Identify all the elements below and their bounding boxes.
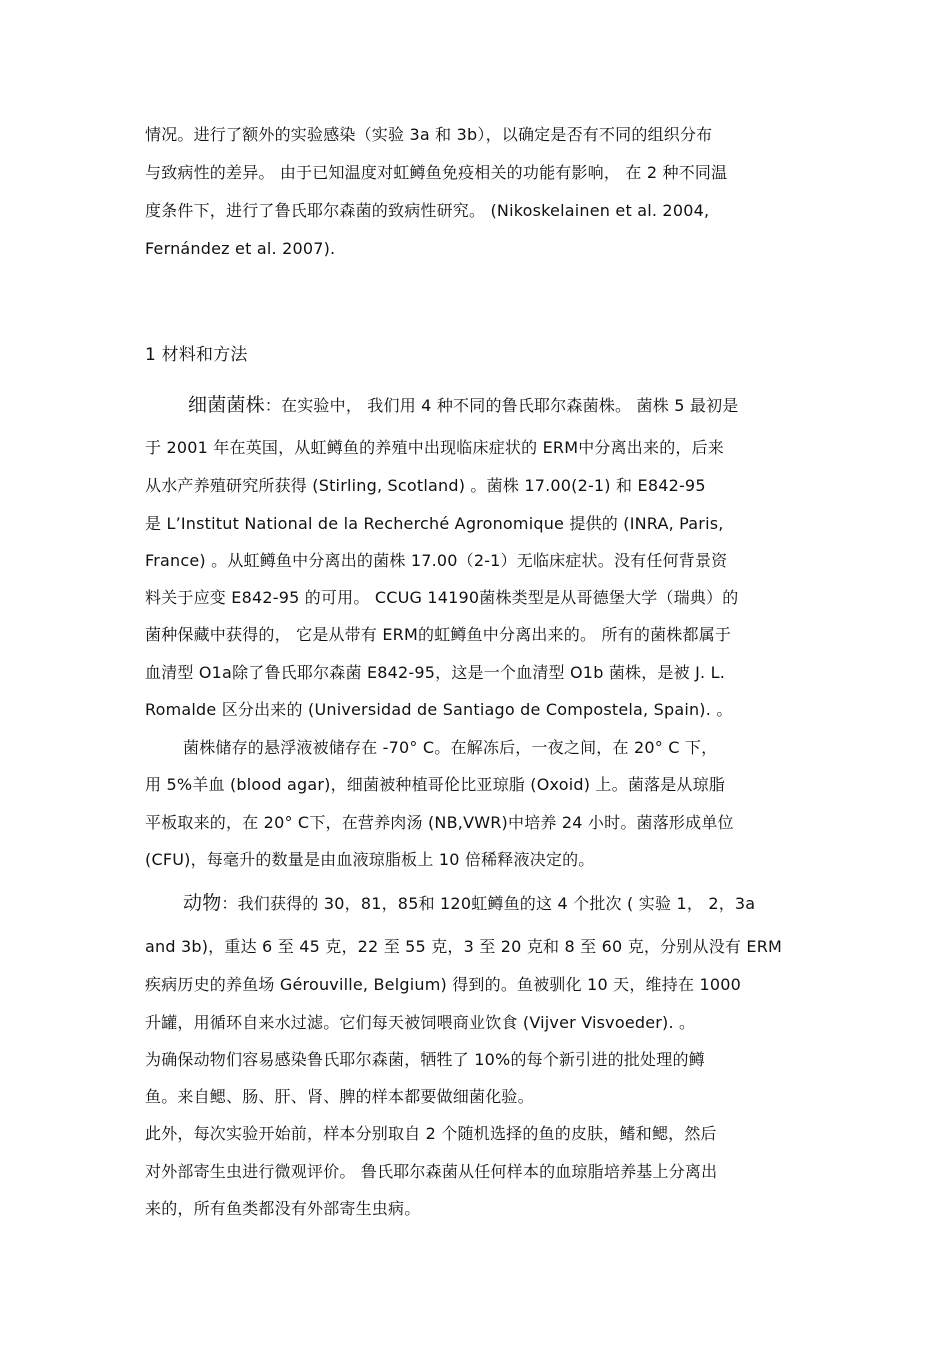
strains-line-8: 血清型 O1a除了鲁氏耶尔森菌 E842-95，这是一个血清型 O1b 菌株，是被 J. L. (145, 663, 726, 682)
strains-line-9: Romalde 区分出来的 (Universidad de Santiago de Compostela, Spain). 。 (145, 700, 733, 719)
storage-line-1: 菌株储存的悬浮液被储存在 -70° C。在解冻后，一夜之间，在 20° C 下， (183, 738, 718, 757)
strains-term: 细菌菌株 (188, 394, 265, 416)
strains-line-1-text: ：在实验中， 我们用 4 种不同的鲁氏耶尔森菌株。 菌株 5 最初是 (264, 396, 739, 415)
animals-line-6: 鱼。来自鳃、肠、肝、肾、脾的样本都要做细菌化验。 (145, 1087, 534, 1106)
intro-line-4: Fernández et al. 2007). (145, 239, 336, 258)
parasites-line-3: 来的，所有鱼类都没有外部寄生虫病。 (145, 1199, 421, 1218)
storage-line-3: 平板取来的，在 20° C下，在营养肉汤 (NB,VWR)中培养 24 小时。菌落形成单位 (145, 813, 734, 832)
storage-line-2: 用 5%羊血 (blood agar)，细菌被种植哥伦比亚琼脂 (Oxoid) 上。菌落是从琼脂 (145, 775, 726, 794)
intro-line-2: 与致病性的差异。 由于已知温度对虹鳟鱼免疫相关的功能有影响， 在 2 种不同温 (145, 163, 728, 182)
strains-line-5: France) 。从虹鳟鱼中分离出的菌株 17.00（2-1）无临床症状。没有任何背景资 (145, 551, 728, 570)
parasites-line-2: 对外部寄生虫进行微观评价。 鲁氏耶尔森菌从任何样本的血琼脂培养基上分离出 (145, 1162, 718, 1181)
section-heading: 1 材料和方法 (145, 345, 248, 365)
strains-line-1 (188, 395, 739, 416)
animals-line-1 (183, 893, 755, 914)
animals-line-1-text: ：我们获得的 30，81，85和 120虹鳟鱼的这 4 个批次 ( 实验 1， 2，3a (221, 894, 756, 913)
animals-line-3: 疾病历史的养鱼场 Gérouville, Belgium) 得到的。鱼被驯化 10 天，维持在 1000 (145, 975, 741, 994)
animals-line-5: 为确保动物们容易感染鲁氏耶尔森菌，牺牲了 10%的每个新引进的批处理的鳟 (145, 1050, 705, 1069)
strains-line-3: 从水产养殖研究所获得 (Stirling, Scotland) 。菌株 17.00(2-1) 和 E842-95 (145, 476, 706, 495)
strains-line-7: 菌种保藏中获得的， 它是从带有 ERM的虹鳟鱼中分离出来的。 所有的菌株都属于 (145, 625, 732, 644)
animals-line-2: and 3b)，重达 6 至 45 克，22 至 55 克，3 至 20 克和 8 至 60 克，分别从没有 ERM (145, 937, 783, 956)
strains-line-2: 于 2001 年在英国，从虹鳟鱼的养殖中出现临床症状的 ERM中分离出来的，后来 (145, 438, 725, 457)
animals-line-4: 升罐，用循环自来水过滤。它们每天被饲喂商业饮食 (Vijver Visvoeder). 。 (145, 1013, 696, 1032)
parasites-line-1: 此外，每次实验开始前，样本分别取自 2 个随机选择的鱼的皮肤，鳍和鳃，然后 (145, 1124, 717, 1143)
strains-line-4: 是 L’Institut National de la Recherché Agronomique 提供的 (INRA, Paris, (145, 514, 724, 533)
intro-line-1: 情况。进行了额外的实验感染（实验 3a 和 3b），以确定是否有不同的组织分布 (145, 125, 713, 144)
strains-line-6: 料关于应变 E842-95 的可用。 CCUG 14190菌株类型是从哥德堡大学（瑞典）的 (145, 588, 739, 607)
storage-line-4: (CFU)，每毫升的数量是由血液琼脂板上 10 倍稀释液决定的。 (145, 850, 595, 869)
animals-term: 动物 (183, 892, 222, 914)
intro-line-3: 度条件下，进行了鲁氏耶尔森菌的致病性研究。 (Nikoskelainen et al. 2004, (145, 201, 710, 220)
